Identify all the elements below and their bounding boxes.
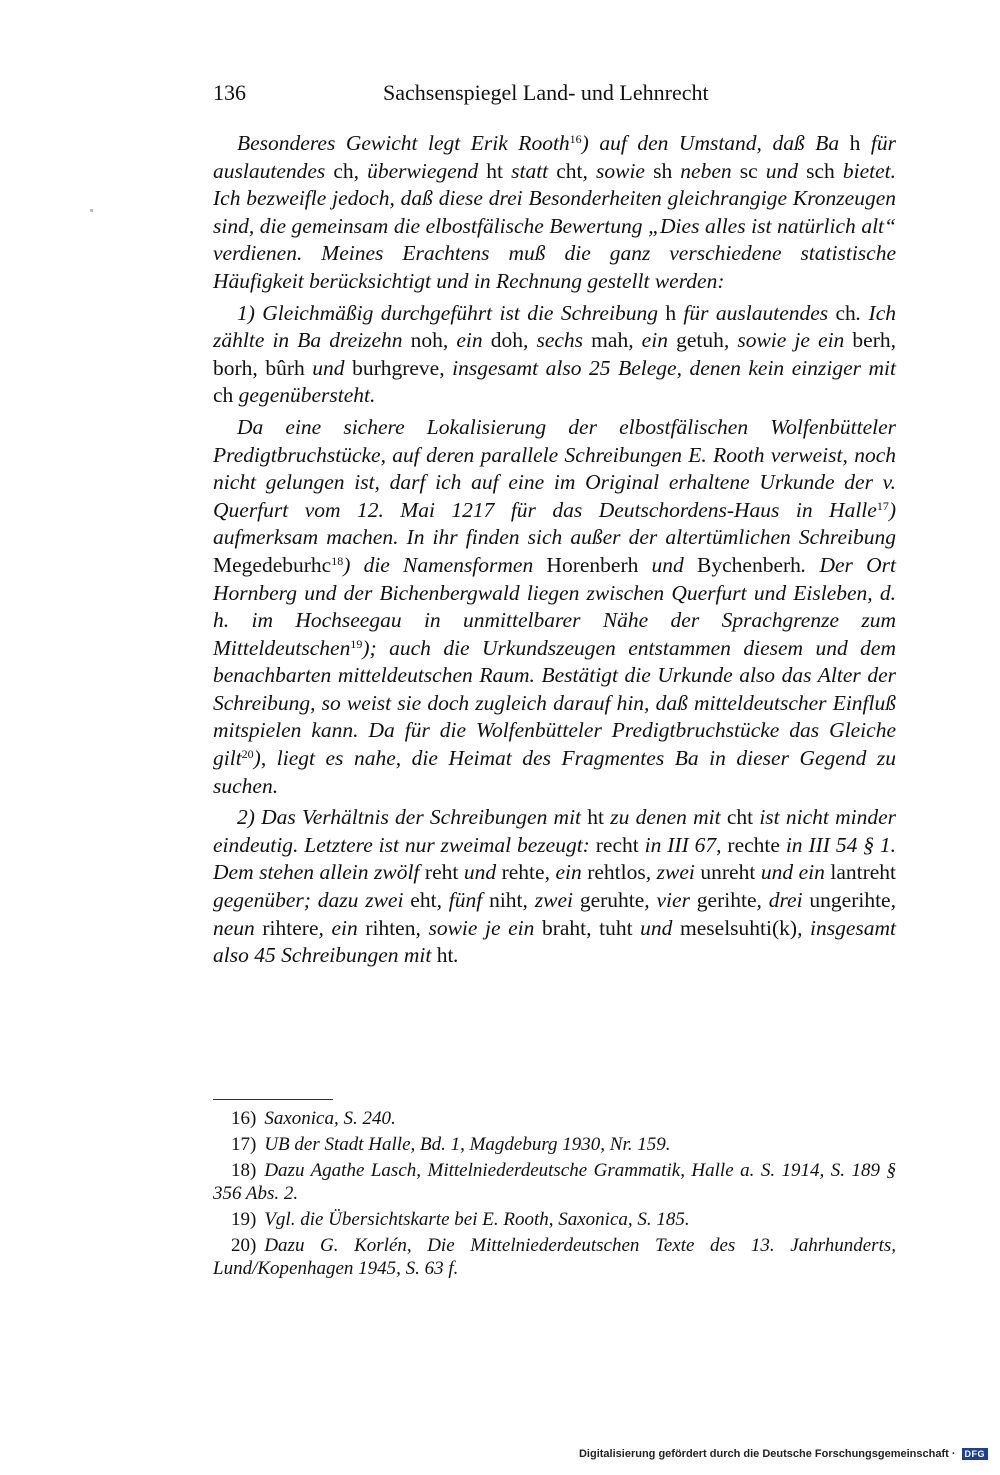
dfg-logo: DFG	[962, 1448, 989, 1460]
text-run: Besonderes Gewicht legt Erik Rooth	[237, 131, 570, 155]
text-run: , ein	[544, 860, 588, 885]
text-run: ,	[586, 915, 600, 940]
text-run: und ein	[755, 860, 831, 885]
text-run: ) die Namensformen	[343, 552, 547, 577]
footnote-19	[213, 1208, 896, 1231]
footnote-16	[213, 1107, 896, 1130]
footnote-ref-17: 17	[876, 498, 889, 513]
footnote-text: Vgl. die Übersichtskarte bei E. Rooth, Saxonica, S. 185.	[264, 1209, 690, 1230]
spelling-form: ht	[436, 943, 454, 968]
spelling-form: Horenberh	[546, 552, 639, 577]
text-run: und	[632, 915, 681, 940]
text-run: , fünf	[436, 888, 490, 913]
text-run: ) auf den Umstand, daß Ba	[581, 131, 850, 155]
spelling-form: h	[849, 131, 861, 155]
text-run: in III 54 § 1. Dem stehen allein zwölf	[213, 832, 897, 885]
footnote-divider	[213, 1099, 333, 1100]
footnote-18	[213, 1159, 896, 1205]
spelling-form: unreht	[700, 860, 756, 885]
text-run: , sowie	[582, 158, 654, 183]
running-title: Sachsenspiegel Land- und Lehnrecht	[383, 80, 709, 105]
footnote-number: 20)	[231, 1235, 257, 1256]
text-run: und	[638, 552, 698, 577]
spelling-form: sch	[806, 158, 835, 183]
text-run: statt	[503, 158, 557, 183]
digitization-credit	[579, 1448, 988, 1460]
text-run: , drei	[756, 888, 810, 913]
footnote-17	[213, 1133, 896, 1156]
footnote-20	[213, 1234, 896, 1280]
text-run: und	[458, 860, 502, 885]
text-run: , überwiegend	[353, 158, 487, 183]
text-run: , insgesamt also 25 Belege, denen kein einziger mit	[439, 355, 896, 380]
paragraph-2	[213, 300, 896, 410]
spelling-form: rihten	[365, 915, 416, 940]
text-run: , ein	[442, 328, 491, 353]
footnote-ref-18: 18	[331, 553, 344, 568]
text-run: , ein	[318, 915, 366, 940]
footnote-text: Saxonica, S. 240.	[264, 1108, 396, 1129]
text-run: für auslautendes	[676, 300, 836, 325]
text-run: , insgesamt also 45 Schreibungen mit	[213, 915, 897, 968]
text-run: .	[453, 943, 459, 968]
spelling-form: h	[665, 300, 677, 325]
spelling-form: noh	[410, 328, 443, 353]
footnote-text: UB der Stadt Halle, Bd. 1, Magdeburg 1930, Nr. 159.	[264, 1134, 671, 1155]
text-run: 1) Gleichmäßig durchgeführt ist die Schreibung	[237, 300, 666, 325]
text-run: ), liegt es nahe, die Heimat des Fragmentes Ba in dieser Gegend zu suchen.	[213, 746, 896, 798]
text-run: und	[304, 355, 353, 380]
page-number: 136	[213, 80, 246, 105]
spelling-form: cht	[726, 805, 754, 830]
spelling-form: eht	[410, 888, 437, 913]
main-text	[213, 130, 896, 974]
spelling-form: tuht	[599, 915, 633, 940]
text-run: Da eine sichere Lokalisierung der elbostfälischen Wolfenbütteler Predigtbruchstücke, auf deren parallele Schreibungen E. Rooth verweist, noch nicht gelungen ist, darf ich auf eine im Original erhaltene Urkunde der v. Querfurt vom 12. Mai 1217 für das Deutschordens-Haus in Halle	[213, 414, 896, 522]
text-run: neben	[672, 158, 740, 183]
text-run: . Ich zählte in Ba dreizehn	[213, 300, 897, 353]
text-run: und	[757, 158, 807, 183]
spelling-form: recht	[595, 832, 639, 857]
text-run: 2) Das Verhältnis der Schreibungen mit	[237, 805, 588, 830]
spelling-form: rechte	[727, 832, 780, 857]
text-run: ); auch die Urkundszeugen entstammen diesem und dem benachbarten mitteldeutschen Raum. Bestätigt die Urkunde also das Alter der Schreibung, so weist sie doch zugleich darauf hin, daß mitteldeutscher Einfluß mitspielen kann. Da für die Wolfenbütteler Predigtbruchstücke das Gleiche gilt	[213, 635, 896, 771]
spelling-form: rehte	[501, 860, 545, 885]
spelling-form: ungerihte	[809, 888, 891, 913]
text-run: ist nicht minder eindeutig. Letztere ist nur zweimal bezeugt:	[213, 805, 896, 857]
footnote-ref-16: 16	[569, 132, 582, 146]
footnote-text: Dazu G. Korlén, Die Mittelniederdeutschen Texte des 13. Jahrhunderts, Lund/Kopenhagen 1945, S. 63 f.	[213, 1235, 896, 1279]
spelling-form: ch	[333, 158, 354, 183]
footnote-ref-19: 19	[350, 636, 363, 651]
spelling-form: getuh	[676, 328, 724, 353]
text-run: , sechs	[523, 328, 592, 353]
text-run: . Der Ort Hornberg und der Bichenbergwald liegen zwischen Querfurt und Eisleben, d. h. im Hochseegau in unmittelbarer Nähe der Sprachgrenze zum Mitteldeutschen	[213, 552, 896, 660]
footnotes	[213, 1107, 896, 1283]
spelling-form: niht	[489, 888, 523, 913]
spelling-form: burhgreve	[352, 355, 440, 380]
spelling-form: berh, borh, bûrh	[213, 328, 896, 380]
spelling-form: ht	[486, 158, 504, 183]
spelling-form: ht	[587, 805, 604, 830]
spelling-form: Bychenberh	[697, 552, 801, 577]
footnote-number: 16)	[231, 1108, 257, 1129]
text-run: , sowie je ein	[723, 328, 853, 353]
text-run: , vier	[644, 888, 697, 913]
spelling-form: ch	[835, 300, 856, 325]
spelling-form: mah	[591, 328, 629, 353]
spelling-form: reht	[424, 860, 459, 885]
spelling-form: lantreht	[830, 860, 897, 885]
footnote-number: 18)	[231, 1160, 257, 1181]
text-run: bietet. Ich bezweifle jedoch, daß diese drei Besonderheiten gleichrangige Kronzeugen sind, die gemeinsam die elbostfälische Bewertung „Dies alles ist natürlich alt“ verdienen. Meines Erachtens muß die ganz verschiedene statistische Häufigkeit berücksichtigt und in Rechnung gestellt werden:	[213, 158, 896, 293]
text-run: gegenübersteht.	[233, 383, 376, 408]
spelling-form: doh	[490, 328, 523, 353]
text-run: , neun	[213, 888, 896, 940]
spelling-form: sh	[653, 158, 673, 183]
spelling-form: meselsuhti(k)	[680, 915, 798, 940]
spelling-form: sc	[739, 158, 758, 183]
spelling-form: Megedeburhc	[213, 552, 332, 577]
spelling-form: ch	[213, 383, 234, 408]
credit-text: Digitalisierung gefördert durch die Deutsche Forschungsgemeinschaft ·	[578, 1448, 956, 1460]
scan-speck	[90, 209, 93, 212]
paragraph-4	[213, 804, 896, 970]
spelling-form: rihtere	[262, 915, 319, 940]
text-run: in III 67,	[638, 832, 728, 857]
spelling-form: braht	[541, 915, 587, 940]
text-run: ) aufmerksam machen. In ihr finden sich außer der altertümlichen Schreibung	[213, 497, 896, 550]
footnote-ref-20: 20	[241, 747, 254, 762]
text-run: gegenüber; dazu zwei	[213, 888, 411, 913]
text-run: , ein	[628, 328, 677, 353]
spelling-form: cht	[556, 158, 583, 183]
footnote-text: Dazu Agathe Lasch, Mittelniederdeutsche Grammatik, Halle a. S. 1914, S. 189 § 356 Abs. 2.	[213, 1160, 896, 1204]
paragraph-1	[213, 130, 896, 296]
footnote-number: 19)	[231, 1209, 257, 1230]
paragraph-3	[213, 414, 896, 800]
spelling-form: rehtlos	[587, 860, 646, 885]
text-run: , zwei	[645, 860, 701, 885]
text-run: , sowie je ein	[415, 915, 542, 940]
footnote-number: 17)	[231, 1134, 257, 1155]
text-run: für auslautendes	[213, 131, 897, 183]
spelling-form: geruhte	[579, 888, 645, 913]
spelling-form: gerihte	[696, 888, 757, 913]
text-run: , zwei	[522, 888, 580, 913]
text-run: zu denen mit	[604, 805, 727, 830]
